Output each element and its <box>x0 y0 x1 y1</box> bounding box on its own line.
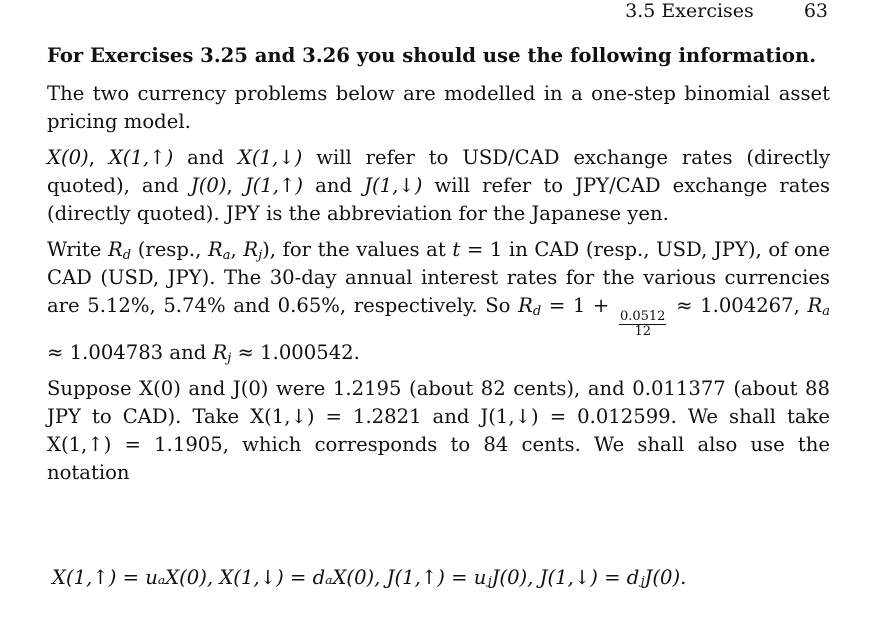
section-title: 3.5 Exercises <box>625 0 754 22</box>
paragraph-exchange-rates: X(0), X(1,↑) and X(1,↓) will refer to USD/CAD exchange rates (directly quoted), and J(0), J(1,↑) and J(1,↓) will refer to JPY/CAD exchange rates (directly quoted). JPY is the abbreviation for the Japanese yen. <box>47 146 831 225</box>
running-head <box>625 0 828 22</box>
paragraph-values: Suppose X(0) and J(0) were 1.2195 (about 82 cents), and 0.011377 (about 88 JPY to CAD). Take X(1,↓) = 1.2821 and J(1,↓) = 0.012599. We shall take X(1,↑) = 1.1905, which corresponds to 84 cents. We shall also use the notation <box>47 377 830 484</box>
page-number: 63 <box>803 0 828 22</box>
exercise-heading: For Exercises 3.25 and 3.26 you should use the following information. <box>47 44 817 67</box>
body-text <box>47 42 830 495</box>
paragraph-model: The two currency problems below are modelled in a one-step binomial asset pricing model. <box>47 82 830 133</box>
fraction: $\frac{0.0512}{12}$ <box>619 309 666 339</box>
display-equation: X(1,↑) = uₐX(0), X(1,↓) = dₐX(0), J(1,↑) = uⱼJ(0), J(1,↓) = dⱼJ(0). <box>52 566 687 589</box>
paragraph-interest-rates: Write $R_d$ (resp., $R_a$, $R_j$), for the values at t = 1 in CAD (resp., USD, JPY), of one CAD (USD, JPY). The 30-day annual interest rates for the various currencies are 5.12%, 5.74% and 0.65%, respectively. So $R_d = 1$ + $\frac{0.0512}{12}$ ≈ 1.004267, $R_a \approx 1.004783$ and $R_j \approx 1.000542$. <box>47 238 830 366</box>
